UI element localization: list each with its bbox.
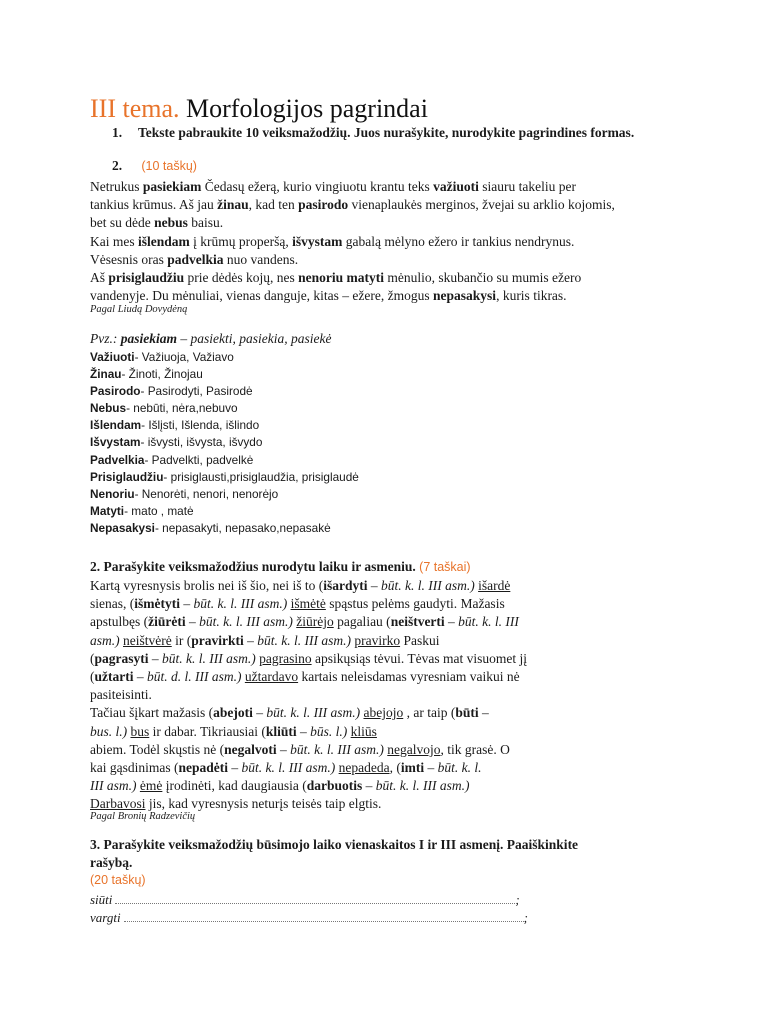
list-item: Pasirodo- Pasirodyti, Pasirodė — [90, 384, 253, 399]
list-item: Padvelkia- Padvelkti, padvelkė — [90, 452, 254, 467]
task1-item — [112, 124, 652, 142]
task3-points: (20 taškų) — [90, 873, 146, 887]
answer-klius: kliūs — [350, 723, 377, 739]
answer-eme: ėmė — [139, 778, 163, 794]
text1-source: Pagal Liudą Dovydėną — [90, 304, 188, 315]
answer-darbavosi: Darbavosi — [90, 796, 146, 812]
task3-heading: 3. Parašykite veiksmažodžių būsimojo laiko vienaskaitos I ir III asmenį. Paaiškinkite rašybą. — [90, 837, 579, 870]
example-line: Pvz.: pasiekiam – pasiekti, pasiekia, pasiekė — [90, 331, 332, 346]
task2-points: (7 taškai) — [419, 560, 471, 574]
answer-negalvojo: negalvojo — [387, 741, 441, 757]
answer-uztardavo: užtardavo — [244, 669, 299, 685]
list-item: Prisiglaudžiu- prisiglausti,prisiglaudžia, prisiglaudė — [90, 469, 359, 484]
verb-prisiglaudziu: prisiglaudžiu — [108, 270, 185, 286]
verb-isvystam: išvystam — [292, 233, 343, 249]
list-item: Nenoriu- Nenorėti, nenori, nenorėjo — [90, 486, 279, 501]
task2-source: Pagal Bronių Radzevičių — [90, 811, 196, 822]
answer-line-vargti[interactable]: vargti ; — [90, 910, 528, 925]
answer-abejojo: abejojo — [363, 705, 404, 721]
list-item: Matyti- mato , matė — [90, 503, 194, 518]
verb-nepasakysi: nepasakysi — [433, 288, 497, 304]
title-text: Morfologijos pagrindai — [186, 94, 428, 123]
answer-pravirko: pravirko — [354, 632, 401, 648]
answer-neistvere: neištvėrė — [123, 632, 172, 648]
task2-paragraph: Kartą vyresnysis brolis nei iš šio, nei iš to (išardyti – būt. k. l. III asm.) išardė sienas, (išmėtyti – būt. k. l. III asm.) išmėtė spąstus pelėms gaudyti. Mažasis apstulbęs (žiūrėti – būt. k. l. III asm.) žiūrėjo pagaliau (neištverti – būt. k. l. III asm.) neištvėrė ir (pravirkti – būt. k. l. III asm.) pravirko Paskui (pagrasyti – būt. k. l. III asm.) pagrasino apsikųsiąs tėvui. Tėvas mat visuomet jį (užtarti – būt. d. l. III asm.) užtardavo kartais neleisdamas vyresniam vaikui nė pasiteisinti. Tačiau šįkart mažasis (abejoti – būt. k. l. III asm.) abejojo , ar taip (būti – bus. l.) bus ir dabar. Tikriausiai (kliūti – būs. l.) kliūs abiem. Todėl skųstis nė (negalvoti – būt. k. l. III asm.) negalvojo, tik grasė. O kai gąsdinimas (nepadėti – būt. k. l. III asm.) nepadeda, (imti – būt. k. l. III asm.) ėmė įrodinėti, kad daugiausia (darbuotis – būt. k. l. III asm.) Darbavosi jis, kad vyresnysis neturįs teisės taip elgtis. — [90, 578, 527, 812]
answer-line-siuti[interactable]: siūti ; — [90, 892, 520, 907]
task1-text: Tekste pabraukite 10 veiksmažodžių. Juos nurašykite, nurodykite pagrindines formas. — [138, 125, 635, 140]
list-item: Išlendam- Išlįsti, Išlenda, išlindo — [90, 418, 260, 433]
answer-ismete: išmėtė — [290, 596, 326, 612]
word-siuti: siūti — [90, 892, 113, 907]
word-vargti: vargti — [90, 910, 121, 925]
task1-points: (10 taškų) — [141, 159, 197, 173]
text1-paragraph: Netrukus pasiekiam Čedasų ežerą, kurio vingiuotu krantu teks važiuoti siauru takeliu per tankius krūmus. Aš jau žinau, kad ten pasirodo vienaplaukės merginos, žvejai su arklio kojomis, bet su dėde nebus baisu. Kai mes išlendam į krūmų properšą, išvystam gabalą mėlyno ežero ir tankius nendrynus. Vėsesnis oras padvelkia nuo vandens. Aš prisiglaudžiu prie dėdės kojų, nes nenoriu matyti mėnulio, skubančio su mumis ežero vandenyje. Du mėnuliai, vienas danguje, kitas – ežere, žmogus nepasakysi, kuris tikras. — [90, 179, 615, 304]
verb-pasiekiam: pasiekiam — [142, 179, 202, 194]
task1-points-item — [112, 158, 197, 174]
verb-pasirodo: pasirodo — [298, 197, 349, 213]
task2-heading: 2. Parašykite veiksmažodžius nurodytu laiku ir asmeniu. (7 taškai) — [90, 559, 471, 574]
answer-blank[interactable] — [115, 893, 515, 904]
verb-padvelkia: padvelkia — [167, 251, 224, 267]
verb-islendam: išlendam — [138, 233, 190, 249]
title-number: III tema. — [90, 94, 180, 123]
list-item: Nebus- nebūti, nėra,nebuvo — [90, 401, 238, 416]
answer-bus: bus — [130, 723, 150, 739]
answer-ziurejo: žiūrėjo — [296, 614, 334, 630]
verb-nenoriu-matyti: nenoriu matyti — [298, 270, 385, 286]
task1-number: 1. — [112, 125, 123, 140]
answer-pagrasino: pagrasino — [259, 650, 312, 666]
list-item: Nepasakysi- nepasakyti, nepasako,nepasakė — [90, 520, 331, 535]
example-word: pasiekiam — [120, 331, 177, 346]
answer-isarde: išardė — [478, 578, 511, 593]
task1-number-2: 2. — [112, 158, 123, 173]
answer-nepadeda: nepadeda — [338, 760, 390, 776]
verb-nebus: nebus — [154, 215, 188, 231]
list-item: Žinau- Žinoti, Žinojau — [90, 367, 203, 382]
list-item: Važiuoti- Važiuoja, Važiavo — [90, 350, 234, 364]
answer-blank[interactable] — [124, 911, 524, 922]
verb-zinau: žinau — [217, 197, 249, 213]
list-item: Išvystam- išvysti, išvysta, išvydo — [90, 435, 263, 450]
page-title — [90, 94, 428, 124]
answers-list — [90, 349, 359, 537]
verb-vaziuoti: važiuoti — [433, 179, 479, 194]
